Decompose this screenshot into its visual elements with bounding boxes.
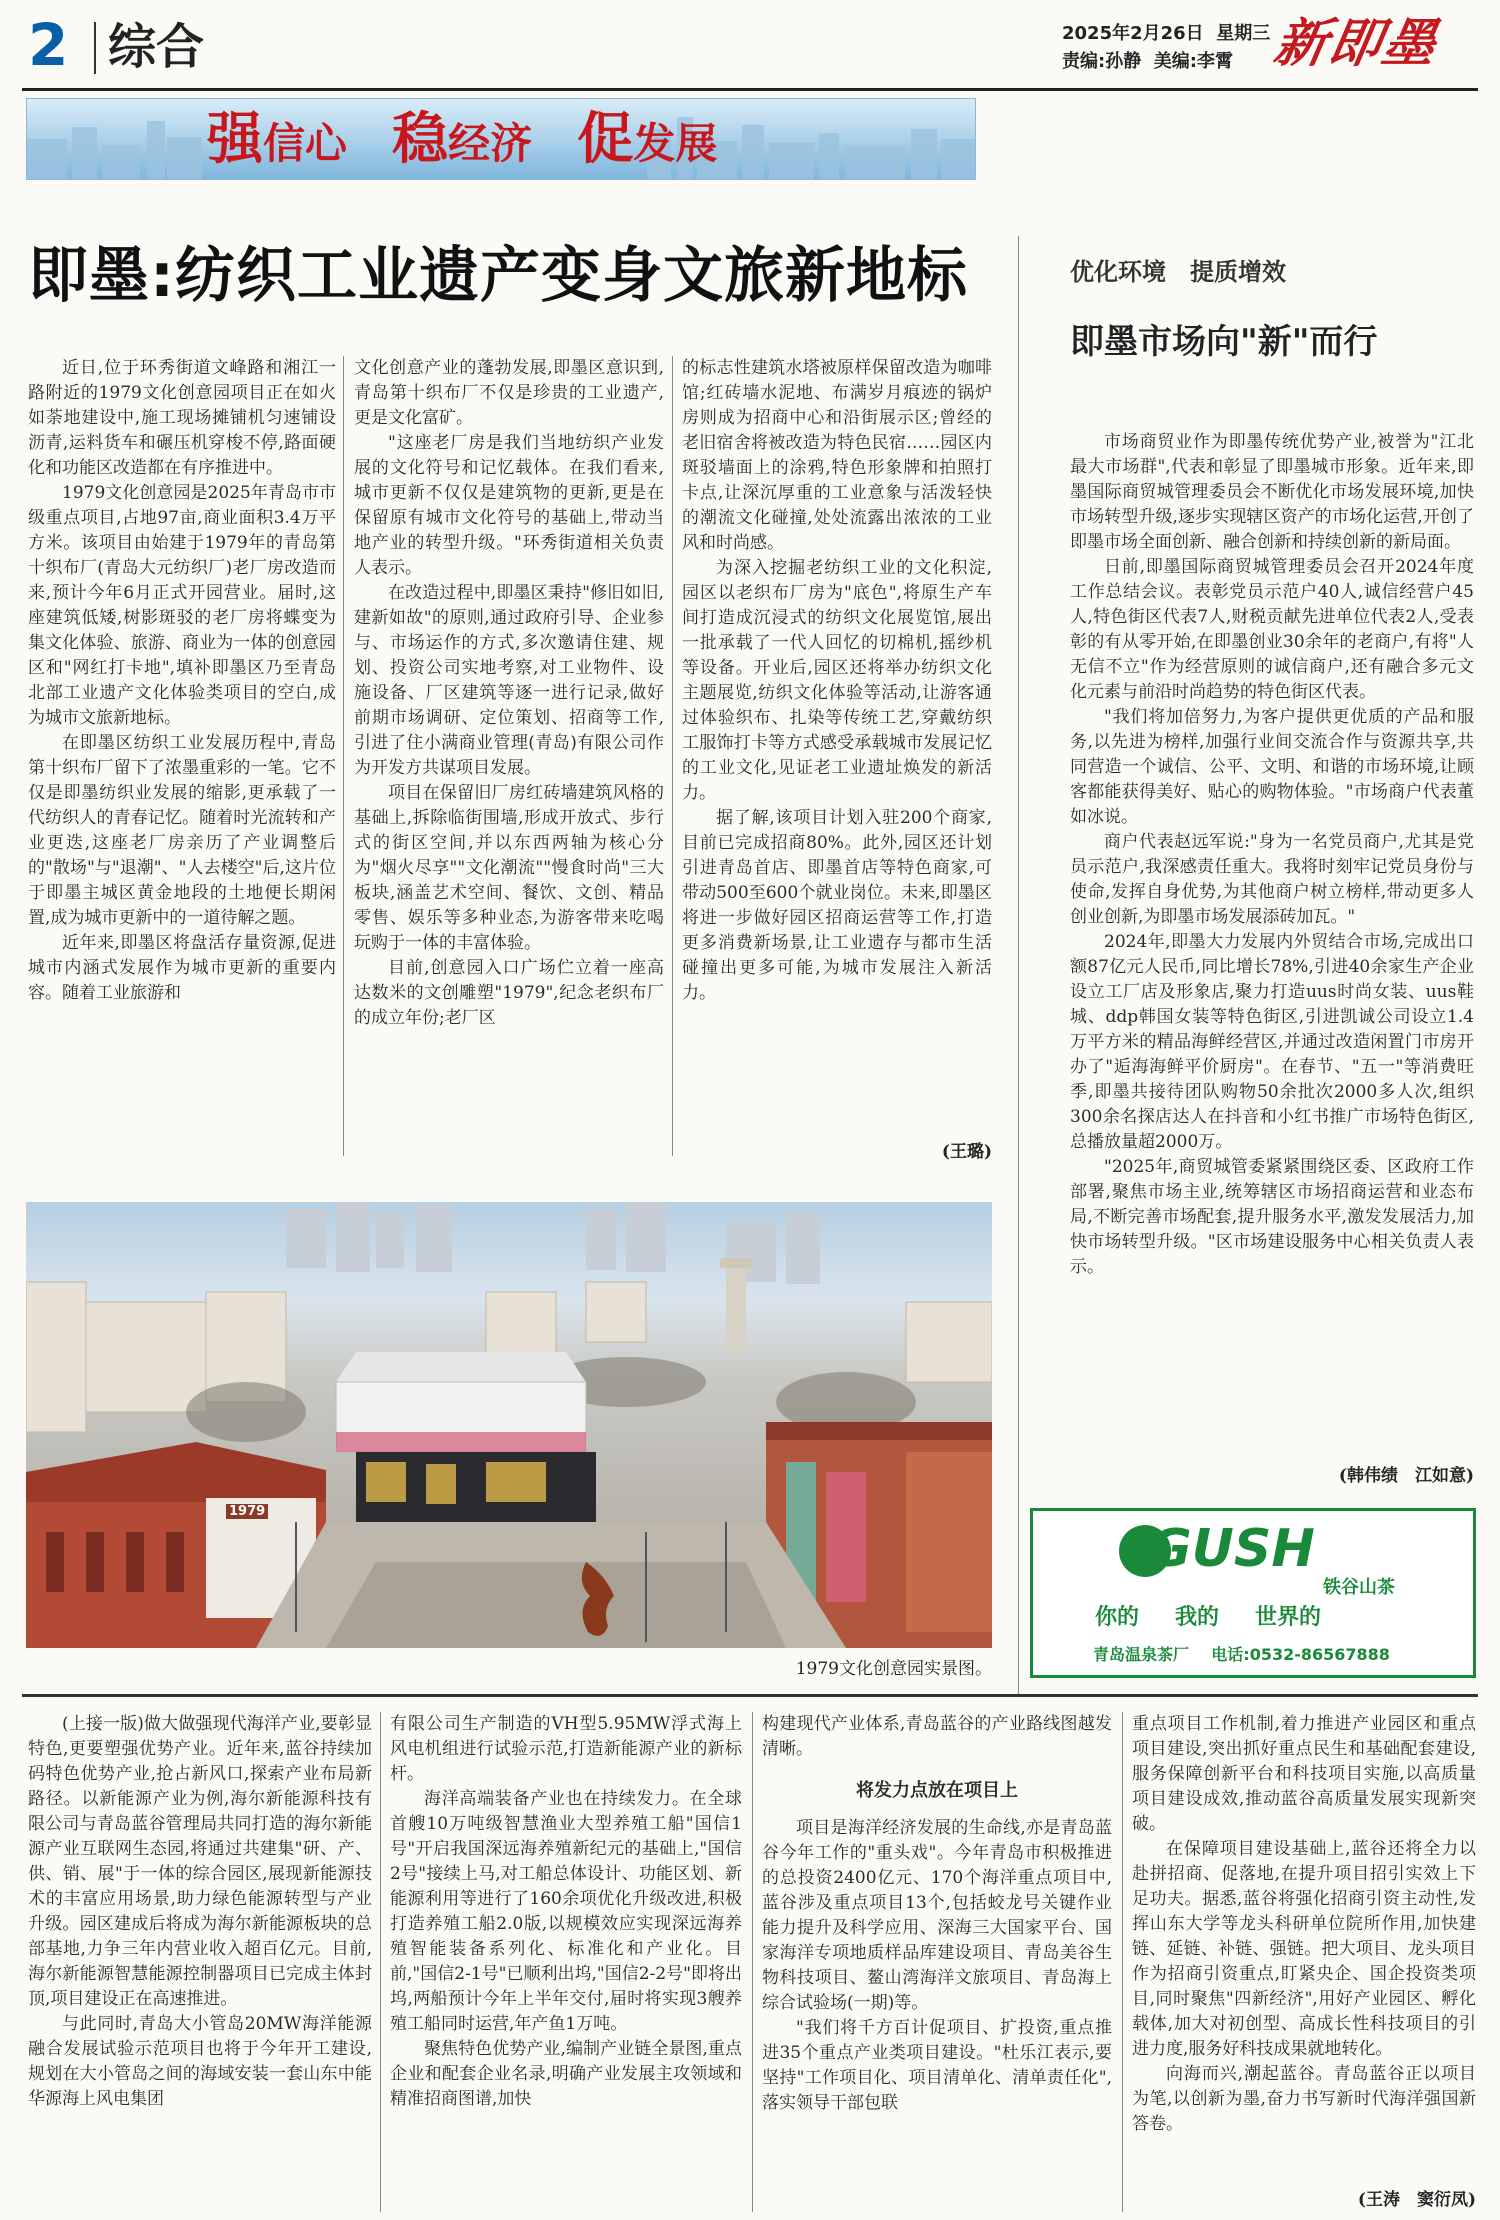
column-divider: [752, 1712, 753, 2212]
article1-photo: [26, 1202, 992, 1648]
banner-slogan: [207, 107, 907, 173]
paragraph: (上接一版)做大做强现代海洋产业,要彰显特色,更要塑强优势产业。近年来,蓝谷持续加码特色优势产业,抢占新风口,探索产业布局新路径。以新能源产业为例,海尔新能源科技有限公司与青岛蓝谷管理局共同打造的海尔新能源产业互联网生态园,将通过共建集"研、产、供、销、展"于一体的综合园区,展现新能源技术的丰富应用场景,助力绿色能源转型与产业升级。园区建成后将成为海尔新能源板块的总部基地,力争三年内营业收入超百亿元。目前,海尔新能源智慧能源控制器项目已完成主体封顶,项目建设正在高速推进。: [28, 1714, 372, 2009]
ad-phone-label: 电话:: [1211, 1645, 1250, 1664]
banner-word-stable: 稳: [392, 107, 449, 172]
paragraph: 目前,创意园入口广场伫立着一座高达数米的文创雕塑"1979",纪念老织布厂的成立年份;老厂区: [354, 958, 664, 1028]
ad-slogan-world: 世界的: [1255, 1605, 1322, 1630]
paragraph: 重点项目工作机制,着力推进产业园区和重点项目建设,突出抓好重点民生和基础配套建设,服务保障创新平台和科技项目实施,以高质量项目建设成效,推动蓝谷高质量发展实现新突破。: [1132, 1714, 1476, 1834]
column-divider: [380, 1712, 381, 2212]
paragraph: 市场商贸业作为即墨传统优势产业,被誉为"江北最大市场群",代表和彰显了即墨城市形象。近年来,即墨国际商贸城管理委员会不断优化市场发展环境,加快市场转型升级,逐步实现辖区资产的市场化运营,开创了即墨市场全面创新、融合创新和持续创新的新局面。: [1070, 432, 1474, 552]
banner-word-development: 发展: [633, 119, 718, 168]
editor-text: 责编:孙静: [1062, 51, 1142, 72]
paragraph: 的标志性建筑水塔被原样保留改造为咖啡馆;红砖墙水泥地、布满岁月痕迹的锅炉房则成为招商中心和沿街展示区;曾经的老旧宿舍将被改造为特色民宿……园区内斑驳墙面上的涂鸦,特色形象牌和拍照打卡点,让深沉厚重的工业意象与活泼轻快的潮流文化碰撞,处处流露出浓浓的工业风和时尚感。: [682, 358, 992, 553]
paragraph: 据了解,该项目计划入驻200个商家,目前已完成招商80%。此外,园区还计划引进青岛首店、即墨首店等特色商家,可带动500至600个就业岗位。未来,即墨区将进一步做好园区招商运营等工作,打造更多消费新场景,让工业遗存与都市生活碰撞出更多可能,为城市发展注入新活力。: [682, 808, 992, 1003]
header-editors: [1062, 50, 1233, 74]
paragraph: 与此同时,青岛大小管岛20MW海洋能源融合发展试验示范项目也将于今年开工建设,规划在大小管岛之间的海域安装一套山东中能华源海上风电集团: [28, 2014, 372, 2109]
paragraph: "这座老厂房是我们当地纺织产业发展的文化符号和记忆载体。在我们看来,城市更新不仅仅是建筑物的更新,更是在保留原有城市文化符号的基础上,带动当地产业的转型升级。"环秀街道相关负责人表示。: [354, 433, 664, 578]
paragraph: 文化创意产业的蓬勃发展,即墨区意识到,青岛第十织布厂不仅是珍贵的工业遗产,更是文化富矿。: [354, 358, 664, 428]
paragraph: 项目在保留旧厂房红砖墙建筑风格的基础上,拆除临街围墙,形成开放式、步行式的街区空间,并以东西两轴为核心分为"烟火尽享""文化潮流""慢食时尚"三大板块,涵盖艺术空间、餐饮、文创、精品零售、娱乐等多种业态,为游客带来吃喝玩购于一体的丰富体验。: [354, 783, 664, 953]
section-rule: [22, 1694, 1478, 1697]
ad-slogan-yours: 你的: [1095, 1605, 1140, 1630]
ad-brand: GUSH: [1149, 1519, 1315, 1579]
article1-title: 即墨:纺织工业遗产变身文旅新地标: [28, 241, 968, 311]
masthead-logo: 新即墨: [1269, 13, 1443, 74]
banner: [26, 98, 976, 180]
designer-text: 美编:李霄: [1153, 51, 1233, 72]
paragraph: "2025年,商贸城管委紧紧围绕区委、区政府工作部署,聚焦市场主业,统筹辖区市场招商运营和业态布局,不断完善市场配套,提升服务水平,激发发展活力,加快市场转型升级。"区市场建设服务中心相关负责人表示。: [1070, 1157, 1474, 1277]
column-divider: [343, 356, 344, 1156]
photo-sculpture-label: 1979: [226, 1504, 268, 1519]
paragraph: "我们将加倍努力,为客户提供更优质的产品和服务,以先进为榜样,加强行业间交流合作与资源共享,共同营造一个诚信、公平、文明、和谐的市场环境,让顾客都能获得美好、贴心的购物体验。"市场商户代表董如冰说。: [1070, 707, 1474, 827]
paragraph: 商户代表赵远军说:"身为一名党员商户,尤其是党员示范户,我深感责任重大。我将时刻牢记党员身份与使命,发挥自身优势,为其他商户树立榜样,带动更多人创业创新,为即墨市场发展添砖加瓦。": [1070, 832, 1474, 927]
paragraph: 在保障项目建设基础上,蓝谷还将全力以赴拼招商、促落地,在提升项目招引实效上下足功夫。据悉,蓝谷将强化招商引资主动性,发挥山东大学等龙头科研单位院所作用,加快建链、延链、补链、强链。把大项目、龙头项目作为招商引资重点,盯紧央企、国企投资类项目,同时聚焦"四新经济",用好产业园区、孵化载体,加大对初创型、高成长性科技项目的引进力度,服务好科技成果就地转化。: [1132, 1839, 1476, 2059]
photo-scene: [26, 1202, 992, 1648]
article3-col1: [28, 1712, 372, 2212]
paragraph: 构建现代产业体系,青岛蓝谷的产业路线图越发清晰。: [762, 1714, 1112, 1759]
paragraph: 2024年,即墨大力发展内外贸结合市场,完成出口额87亿元人民币,同比增长78%,引进40余家生产企业设立工厂店及形象店,聚力打造uus时尚女装、uus鞋城、ddp韩国女装等特色街区,引进凯诚公司设立1.4万平方米的精品海鲜经营区,并通过改造闲置门市房开办了"逅海海鲜平价厨房"。在春节、"五一"等消费旺季,即墨共接待团队购物50余批次2000多人次,组织300余名探店达人在抖音和小红书推广市场特色街区,总播放量超2000万。: [1070, 932, 1474, 1152]
ad-brand-cn: 铁谷山茶: [1323, 1577, 1395, 1598]
paragraph: 日前,即墨国际商贸城管理委员会召开2024年度工作总结会议。表彰党员示范户40人,诚信经营户45人,特色街区代表7人,财税贡献先进单位代表2人,受表彰的有从零开始,在即墨创业30余年的老商户,有将"人无信不立"作为经营原则的诚信商户,还有融合多元文化元素与前沿时尚趋势的特色街区代表。: [1070, 557, 1474, 702]
article2-kicker: 优化环境 提质增效: [1070, 258, 1286, 286]
section-title: 综合: [108, 19, 205, 75]
article1-col2: [354, 356, 664, 1156]
header-date: [1062, 22, 1270, 46]
banner-word-confidence: 信心: [263, 119, 348, 168]
article3-col2: [390, 1712, 742, 2212]
article1-byline: (王璐): [941, 1142, 992, 1162]
weekday-text: 星期三: [1216, 23, 1271, 44]
column-divider: [672, 356, 673, 1156]
column-divider: [1018, 236, 1019, 1696]
article1-col3: [682, 356, 992, 1136]
paragraph: 项目是海洋经济发展的生命线,亦是青岛蓝谷今年工作的"重头戏"。今年青岛市积极推进的总投资2400亿元、170个海洋重点项目中,蓝谷涉及重点项目13个,包括蛟龙号关键作业能力提升及科学应用、深海三大国家平台、国家海洋专项地质样品库建设项目、青岛美谷生物科技项目、鳌山湾海洋文旅项目、青岛海上综合试验场(一期)等。: [762, 1818, 1112, 2013]
header-divider: [94, 22, 96, 74]
paragraph: "我们将千方百计促项目、扩投资,重点推进35个重点产业类项目建设。"杜乐江表示,要坚持"工作项目化、项目清单化、清单责任化",落实领导干部包联: [762, 2018, 1112, 2113]
paragraph: 1979文化创意园是2025年青岛市市级重点项目,占地97亩,商业面积3.4万平方米。该项目由始建于1979年的青岛第十织布厂(青岛大元纺织厂)老厂房改造而来,预计今年6月正式开园营业。届时,这座建筑低矮,树影斑驳的老厂房将蝶变为集文化体验、旅游、商业为一体的创意园区和"网红打卡地",填补即墨区乃至青岛北部工业遗产文化体验类项目的空白,成为城市文旅新地标。: [28, 483, 336, 728]
page-number: 2: [28, 11, 69, 79]
banner-word-promote: 促: [577, 107, 634, 172]
banner-word-strong: 强: [207, 107, 263, 172]
paragraph: 在改造过程中,即墨区秉持"修旧如旧,建新如故"的原则,通过政府引导、企业参与、市场运作的方式,多次邀请住建、规划、投资公司实地考察,对工业物件、设施设备、厂区建筑等逐一进行记录,做好前期市场调研、定位策划、招商等工作,引进了住小满商业管理(青岛)有限公司作为开发方共谋项目发展。: [354, 583, 664, 778]
paragraph: 向海而兴,潮起蓝谷。青岛蓝谷正以项目为笔,以创新为墨,奋力书写新时代海洋强国新答卷。: [1132, 2064, 1476, 2134]
paragraph: 聚焦特色优势产业,编制产业链全景图,重点企业和配套企业名录,明确产业发展主攻领域和精准招商图谱,加快: [390, 2039, 742, 2109]
article3-col4: [1132, 1712, 1476, 2188]
ad-contact: [1093, 1643, 1473, 1667]
paragraph: 有限公司生产制造的VH型5.95MW浮式海上风电机组进行试验示范,打造新能源产业的新标杆。: [390, 1714, 742, 1784]
column-divider: [1122, 1712, 1123, 2212]
article2-byline: (韩伟绩 江如意): [1338, 1466, 1474, 1486]
photo-caption: 1979文化创意园实景图。: [795, 1659, 992, 1679]
article2-body: [1070, 430, 1474, 1480]
ad-slogan: [1095, 1603, 1415, 1633]
paragraph: 近日,位于环秀街道文峰路和湘江一路附近的1979文化创意园项目正在如火如荼地建设中,施工现场摊铺机匀速铺设沥青,运料货车和碾压机穿梭不停,路面硬化和功能区改造都在有序推进中。: [28, 358, 336, 478]
article3-byline: (王涛 窦衍凤): [1357, 2190, 1476, 2210]
paragraph: 海洋高端装备产业也在持续发力。在全球首艘10万吨级智慧渔业大型养殖工船"国信1号"开启我国深远海养殖新纪元的基础上,"国信2号"接续上马,对工船总体设计、功能区划、新能源利用等进行了160余项优化升级改进,积极打造养殖工船2.0版,以规模效应实现深远海养殖智能装备系列化、标准化和产业化。目前,"国信2-1号"已顺利出坞,"国信2-2号"即将出坞,两船预计今年上半年交付,届时将实现3艘养殖工船同时运营,年产鱼1万吨。: [390, 1789, 742, 2034]
ad-slogan-mine: 我的: [1175, 1605, 1220, 1630]
paragraph: 近年来,即墨区将盘活存量资源,促进城市内涵式发展作为城市更新的重要内容。随着工业旅游和: [28, 933, 336, 1003]
article2-title: 即墨市场向"新"而行: [1070, 322, 1378, 362]
date-text: 2025年2月26日: [1062, 23, 1204, 44]
article1-col1: [28, 356, 336, 1156]
ad-gush: [1030, 1508, 1476, 1678]
ad-company: 青岛温泉茶厂: [1093, 1645, 1190, 1664]
article3-col3: [762, 1712, 1112, 2212]
banner-word-economy: 经济: [448, 119, 533, 168]
paragraph: 在即墨区纺织工业发展历程中,青岛第十织布厂留下了浓墨重彩的一笔。它不仅是即墨纺织业发展的缩影,更承载了一代纺织人的青春记忆。随着时光流转和产业更迭,这座老厂房亲历了产业调整后的"散场"与"退潮"、"人去楼空"后,这片位于即墨主城区黄金地段的土地便长期闲置,成为城市更新中的一道待解之题。: [28, 733, 336, 928]
paragraph: 为深入挖掘老纺织工业的文化积淀,园区以老织布厂房为"底色",将原生产车间打造成沉浸式的纺织文化展览馆,展出一批承载了一代人回忆的切棉机,摇纱机等设备。开业后,园区还将举办纺织文化主题展览,纺织文化体验等活动,让游客通过体验织布、扎染等传统工艺,穿戴纺织工服饰打卡等方式感受承载城市发展记忆的工业文化,见证老工业遗址焕发的新活力。: [682, 558, 992, 803]
ad-phone: 0532-86567888: [1249, 1645, 1390, 1664]
article3-subhead: 将发力点放在项目上: [856, 1780, 1018, 1801]
header-rule: [22, 88, 1478, 91]
